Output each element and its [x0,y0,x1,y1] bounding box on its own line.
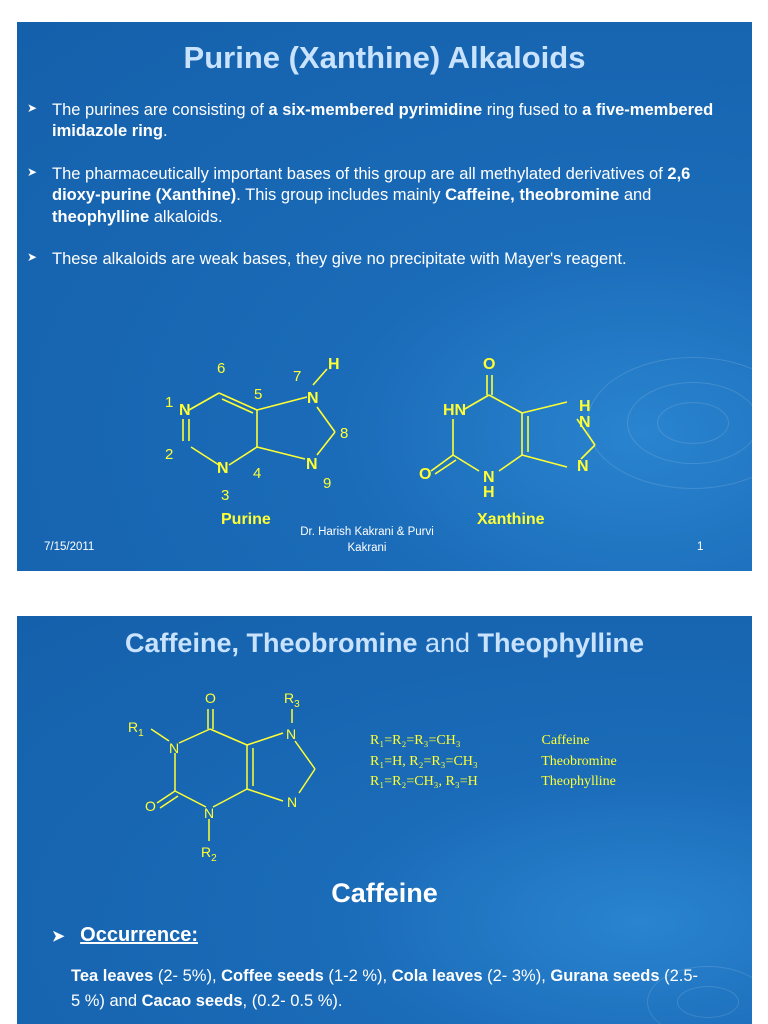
atom-o: O [205,690,216,706]
text-run: (2- 5%), [153,967,222,985]
compound-name: Theobromine [541,753,617,769]
bullet-text [52,250,627,268]
slide-2-title [17,628,752,659]
occurrence-heading [52,924,198,947]
bullet-text [52,165,690,226]
bullet-arrow-icon: ➤ [27,164,38,179]
position-number: 2 [165,446,174,463]
bold-text-run: a five-membered imidazole ring [52,101,714,141]
substituent-row [370,772,617,793]
position-number: 9 [323,475,332,492]
bold-text-run: Theophylline [477,628,645,658]
bullet-item [25,100,715,143]
text-run: The pharmaceutically important bases of this group are all methylated derivatives of [52,164,668,183]
atom-n: N [306,456,318,473]
position-number: 6 [217,360,226,377]
page-number: 1 [697,541,704,553]
purine-label: Purine [221,511,271,528]
atom-o: O [419,466,432,483]
atom-hn: HN [443,402,467,419]
text-run: (2- 3%), [482,967,551,985]
position-number: 7 [293,368,302,385]
bold-text-run: Caffeine, Theobromine [124,628,418,658]
caffeine-general-structure [117,681,347,871]
substituent-formula: R₁=H, R₂=R₃=CH₃ [370,753,478,769]
bullet-item [25,249,715,270]
substituent-r2: $R_2$ [201,844,217,864]
occurrence-text [71,964,711,1014]
bold-text-run: a six-membered pyrimidine [268,101,483,119]
bold-text-run: 2,6 dioxy-purine (Xanthine) [52,164,691,205]
atom-n: N [179,402,191,419]
atom-n: N [287,794,298,810]
compound-name: Theophylline [541,774,616,789]
position-number: 4 [253,465,262,482]
atom-n: N [483,469,495,486]
atom-n: N [577,458,589,475]
atom-n: N [217,460,229,477]
slide-2 [17,616,752,1024]
position-number: 8 [340,425,349,442]
atom-h: H [328,356,340,373]
text-run: (2.5- 5 %) and [71,967,699,1010]
position-number: 3 [221,487,230,504]
bold-text-run: Cola leaves [391,967,483,985]
text-run: ring fused to [482,101,583,119]
atom-h: H [483,484,495,501]
substituent-table [370,731,617,793]
bold-text-run: Caffeine, theobromine [445,186,620,205]
atom-h: H [579,398,591,415]
text-run: . [162,122,168,141]
compound-name: Caffeine [541,733,590,748]
bold-text-run: Tea leaves [71,967,154,985]
bold-text-run: theophylline [52,207,150,226]
text-run: . This group includes mainly [236,186,446,205]
bold-text-run: Coffee seeds [221,967,324,985]
text-run: These alkaloids are weak bases, they give no precipitate with Mayer's reagent. [52,250,627,269]
bold-text-run: Cacao seeds [141,991,243,1010]
substituent-row [370,731,617,752]
substituent-formula: R₁=R₂=R₃=CH₃ [370,733,461,748]
footer-date: 7/15/2011 [44,541,95,553]
atom-n: N [579,414,591,431]
atom-n: N [286,726,297,742]
bullet-arrow-icon: ➤ [27,101,38,115]
purine-structure [147,347,357,532]
footer-author-line: Kakrani [347,541,387,554]
bullet-arrow-icon: ➤ [27,250,38,265]
substituent-row [370,752,617,773]
bullet-text [52,101,713,140]
xanthine-structure [407,347,637,532]
atom-o: O [483,356,496,373]
text-run: alkaloids. [149,207,223,226]
bold-text-run: Gurana seeds [550,967,660,985]
bullet-arrow-icon: ➤ [52,928,65,945]
footer-author [267,525,467,556]
atom-o: O [145,798,156,814]
substituent-formula: R₁=R₂=CH₃, R₃=H [370,774,478,789]
atom-n: N [307,390,319,407]
xanthine-label: Xanthine [477,511,545,528]
slide-1-title: Purine (Xanthine) Alkaloids [183,40,586,75]
bullet-item [25,164,715,228]
position-number: 5 [254,386,263,403]
occurrence-label: Occurrence: [80,924,198,946]
text-run: The purines are consisting of [52,101,269,119]
section-heading: Caffeine [331,878,438,908]
slide-1 [17,22,752,571]
text-run: , (0.2- 0.5 %). [242,991,343,1010]
text-run: and [619,186,652,205]
bullet-list [25,100,715,292]
position-number: 1 [165,394,174,411]
atom-n: N [204,805,215,821]
substituent-r3: $R_3$ [284,690,300,710]
text-run: and [417,628,478,658]
footer-author-line: Dr. Harish Kakrani & Purvi [300,526,434,538]
atom-n: N [169,740,180,756]
substituent-r1: $R_1$ [128,719,144,739]
text-run: (1-2 %), [323,967,392,985]
